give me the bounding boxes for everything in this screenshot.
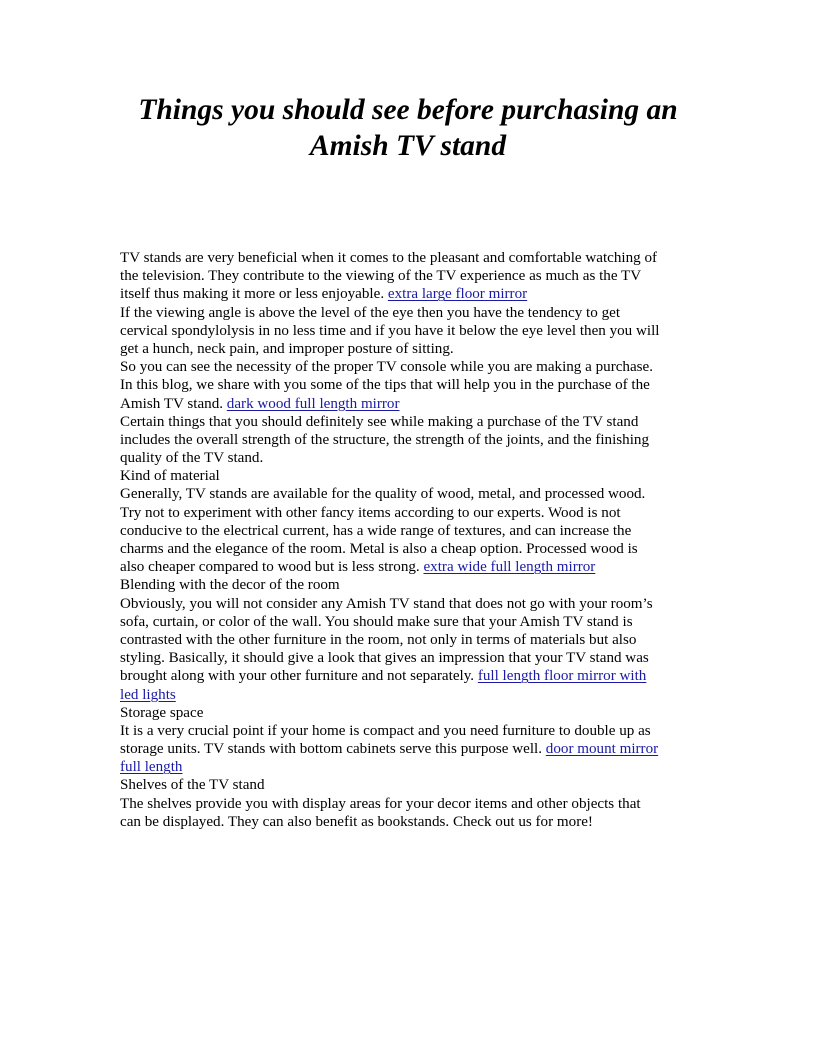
text-line (120, 558, 700, 576)
text-line: conducive to the electrical current, has a wide range of textures, and can increase the (120, 522, 632, 539)
text-line: So you can see the necessity of the proper TV console while you are making a purchase. (120, 359, 654, 376)
text-line: The shelves provide you with display areas for your decor items and other objects that (120, 795, 641, 812)
text-line (120, 740, 700, 758)
text-line: get a hunch, neck pain, and improper posture of sitting. (120, 340, 454, 357)
section-heading: Blending with the decor of the room (120, 577, 340, 594)
text-line (120, 758, 700, 776)
article-body (120, 249, 700, 831)
text-line: Generally, TV stands are available for the quality of wood, metal, and processed wood. (120, 486, 646, 503)
text-line: Certain things that you should definitely see while making a purchase of the TV stand (120, 413, 639, 430)
text-line: If the viewing angle is above the level of the eye then you have the tendency to get (120, 304, 621, 321)
link-door-mount-mirror-full-length[interactable]: full length (120, 759, 183, 776)
text-line: sofa, curtain, or color of the wall. You should make sure that your Amish TV stand is (120, 613, 633, 630)
link-full-length-floor-mirror-led[interactable]: full length floor mirror with (477, 668, 647, 685)
link-door-mount-mirror-full-length[interactable]: door mount mirror (545, 741, 659, 758)
title-line: Amish TV stand (309, 130, 507, 162)
text-line: cervical spondylolysis in no less time and if you have it below the eye level then you will (120, 322, 660, 339)
text-line: Try not to experiment with other fancy items according to our experts. Wood is not (120, 504, 621, 521)
link-full-length-floor-mirror-led[interactable]: led lights (120, 686, 176, 703)
link-extra-large-floor-mirror[interactable]: extra large floor mirror (387, 286, 528, 303)
text-line: contrasted with the other furniture in the room, not only in terms of materials but also (120, 631, 637, 648)
text-line (120, 667, 700, 685)
text-segment: brought along with your other furniture and not separately. (120, 668, 478, 685)
text-line (120, 686, 700, 704)
text-line (120, 285, 700, 303)
text-segment: itself thus making it more or less enjoyable. (120, 286, 388, 303)
section-heading: Shelves of the TV stand (120, 777, 265, 794)
text-line: styling. Basically, it should give a look that gives an impression that your TV stand was (120, 650, 649, 667)
page-title (100, 92, 716, 164)
text-segment: Amish TV stand. (120, 395, 227, 412)
text-line: the television. They contribute to the viewing of the TV experience as much as the TV (120, 268, 642, 285)
link-dark-wood-full-length-mirror[interactable]: dark wood full length mirror (226, 395, 400, 412)
text-line: Obviously, you will not consider any Amish TV stand that does not go with your room’s (120, 595, 653, 612)
text-line (120, 395, 700, 413)
text-line: It is a very crucial point if your home is compact and you need furniture to double up as (120, 722, 651, 739)
title-line: Things you should see before purchasing an (138, 94, 678, 126)
section-heading: Storage space (120, 704, 204, 721)
text-line: In this blog, we share with you some of the tips that will help you in the purchase of the (120, 377, 650, 394)
text-segment: storage units. TV stands with bottom cabinets serve this purpose well. (120, 741, 546, 758)
link-extra-wide-full-length-mirror[interactable]: extra wide full length mirror (423, 559, 596, 576)
section-heading: Kind of material (120, 468, 220, 485)
text-line: can be displayed. They can also benefit as bookstands. Check out us for more! (120, 813, 593, 830)
text-segment: also cheaper compared to wood but is less strong. (120, 559, 424, 576)
text-line: charms and the elegance of the room. Metal is also a cheap option. Processed wood is (120, 541, 638, 557)
text-line: TV stands are very beneficial when it comes to the pleasant and comfortable watching of (120, 250, 658, 266)
text-line: includes the overall strength of the structure, the strength of the joints, and the finishing (120, 431, 649, 448)
text-line: quality of the TV stand. (120, 450, 264, 467)
